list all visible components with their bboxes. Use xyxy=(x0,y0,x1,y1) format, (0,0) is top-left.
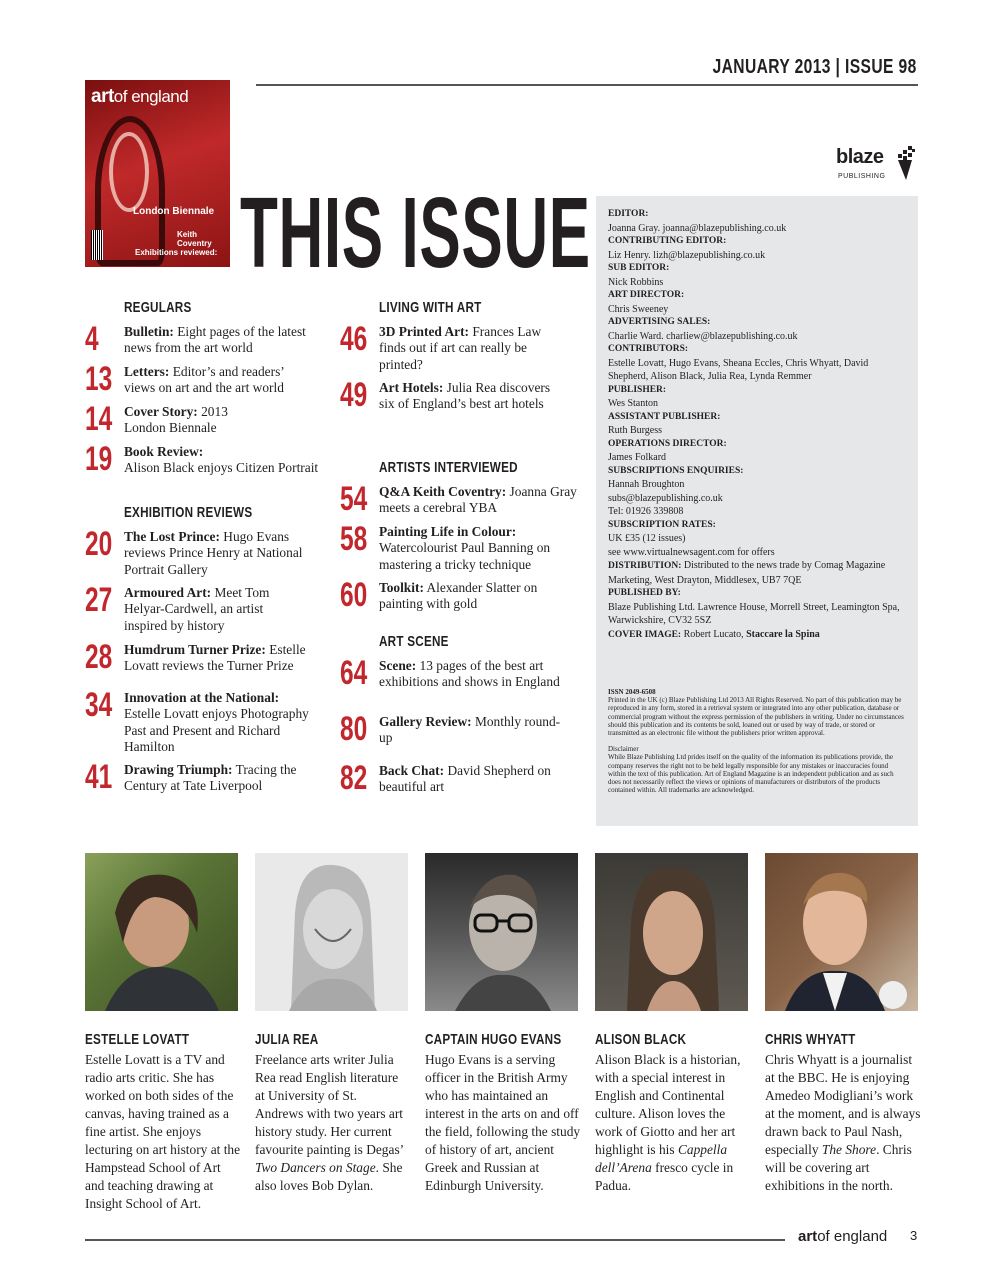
contributor-photo-chris-whyatt xyxy=(765,853,918,1011)
credit-value: see www.virtualnewsagent.com for offers xyxy=(608,546,775,558)
credit-value: subs@blazepublishing.co.uk xyxy=(608,492,723,504)
credit-value: DISTRIBUTION: Distributed to the news trade by Comag Magazine Marketing, West Drayton, Middlesex, UB7 7QE xyxy=(608,560,886,586)
disclaimer-text: While Blaze Publishing Ltd prides itself on the quality of the information its publications provide, the company reserves the right not to be held legally responsible for any mistakes or inaccuracies found within the text of this publication. Art of England Magazine is an independent publication and as such does not necessarily reflect the views or opinions of manufacturers or distributors of the products contained within. All trademarks are acknowledged. xyxy=(608,753,894,795)
credit-label: SUBSCRIPTIONS ENQUIRIES: xyxy=(608,465,744,476)
contributor-bio: Estelle Lovatt is a TV and radio arts critic. She has worked on both sides of the canvas, having trained as a fine artist. She enjoys lecturing on art history at the Hampstead School of Art and teaching drawing at Insight School of Art. xyxy=(85,1052,241,1211)
credit-value: Charlie Ward. charliew@blazepublishing.co.uk xyxy=(608,330,798,342)
credit-label: OPERATIONS DIRECTOR: xyxy=(608,438,727,449)
contributor-photo-julia-rea xyxy=(255,853,408,1011)
contributor-name: JULIA REA xyxy=(255,1031,319,1048)
credit-label: ASSISTANT PUBLISHER: xyxy=(608,411,721,422)
cover-headline: Keith Coventry xyxy=(177,230,212,248)
credits-panel xyxy=(596,196,918,826)
section-heading-artists-interviewed: ARTISTS INTERVIEWED xyxy=(379,459,518,476)
header-divider xyxy=(256,84,918,86)
contributor-bio: Freelance arts writer Julia Rea read English literature at University of St. Andrews with two years art history study. Her current favourite painting is Degas’ Two Dancers on Stage. She also loves Bob Dylan. xyxy=(255,1052,404,1193)
page-number: 3 xyxy=(910,1228,918,1243)
contributor-bio: Hugo Evans is a serving officer in the British Army who has maintained an interest in the arts on and off the field, following the study of history of art, ancient Greek and Russian at Edinburgh University. xyxy=(425,1052,581,1193)
credit-label: SUB EDITOR: xyxy=(608,263,670,273)
footer-logo: artof england xyxy=(798,1228,888,1245)
credit-value: Joanna Gray. joanna@blazepublishing.co.uk xyxy=(608,222,787,234)
copyright-notice: Printed in the UK (c) Blaze Publishing Ltd 2013 All Rights Reserved. No part of this publication may be reproduced in any form, stored in a retrieval system or integrated into any other publication, database or commercial program without the express permission of the publishers in writing. Under no circumstances should this publication and its contents be sold, loaned out or used by way of trade, or stored or transmitted as an electronic file without the publishers prior written approval. xyxy=(608,696,904,738)
section-heading-living-with-art: LIVING WITH ART xyxy=(379,299,482,316)
contributor-photo-alison-black xyxy=(595,853,748,1011)
credit-value: James Folkard xyxy=(608,452,667,463)
credit-value: UK £35 (12 issues) xyxy=(608,533,686,544)
credit-value: Ruth Burgess xyxy=(608,425,662,436)
credit-value: Wes Stanton xyxy=(608,398,659,409)
issn: ISSN 2049-6508 xyxy=(608,688,656,696)
cover-masthead: artof england xyxy=(91,86,189,107)
credit-value: Liz Henry. lizh@blazepublishing.co.uk xyxy=(608,249,766,261)
page-title: THIS ISSUE xyxy=(240,177,591,289)
contributor-name: ESTELLE LOVATT xyxy=(85,1031,190,1048)
credit-label: ADVERTISING SALES: xyxy=(608,317,711,327)
contributor-name: ALISON BLACK xyxy=(595,1031,687,1048)
credit-value: Estelle Lovatt, Hugo Evans, Sheana Eccles, Chris Whyatt, David Shepherd, Alison Black, Julia Rea, Lynda Remmer xyxy=(608,357,869,382)
credit-value: Chris Sweeney xyxy=(608,303,669,315)
contributor-bio: Alison Black is a historian, with a special interest in English and Continental culture. Alison loves the work of Giotto and her art highlight is his Cappella dell’Arena fresco cycle in Padua. xyxy=(595,1052,741,1193)
cover-headline: London Biennale xyxy=(133,206,215,217)
section-heading-regulars: REGULARS xyxy=(124,299,192,316)
credit-label: PUBLISHER: xyxy=(608,384,667,395)
credit-value: Blaze Publishing Ltd. Lawrence House, Morrell Street, Leamington Spa, Warwickshire, CV32 5SZ xyxy=(608,601,900,626)
credit-label: ART DIRECTOR: xyxy=(608,290,685,300)
issue-date-line: JANUARY 2013 | ISSUE 98 xyxy=(712,56,917,78)
credit-value: Nick Robbins xyxy=(608,276,664,288)
blaze-flame-icon xyxy=(896,144,918,182)
credit-label: PUBLISHED BY: xyxy=(608,588,681,598)
credit-label: EDITOR: xyxy=(608,209,649,219)
credit-label: CONTRIBUTING EDITOR: xyxy=(608,236,727,246)
credit-value: COVER IMAGE: Robert Lucato, Staccare la Spina xyxy=(608,628,820,640)
credit-value: Tel: 01926 339808 xyxy=(608,506,684,517)
section-heading-art-scene: ART SCENE xyxy=(379,633,449,650)
contributor-name: CAPTAIN HUGO EVANS xyxy=(425,1031,562,1048)
publisher-logo: blaze PUBLISHING xyxy=(836,142,918,182)
credit-label: SUBSCRIPTION RATES: xyxy=(608,519,716,530)
disclaimer-title: Disclaimer xyxy=(608,745,639,754)
credit-label: CONTRIBUTORS: xyxy=(608,344,689,354)
contributor-photo-hugo-evans xyxy=(425,853,578,1011)
section-heading-exhibition-reviews: EXHIBITION REVIEWS xyxy=(124,504,253,521)
contributor-name: CHRIS WHYATT xyxy=(765,1031,856,1048)
contributor-bio: Chris Whyatt is a journalist at the BBC. He is enjoying Amedeo Modigliani’s work at the moment, and is always drawn back to Paul Nash, especially The Shore. Chris will be covering art exhibitions in the north. xyxy=(765,1052,921,1193)
credit-value: Hannah Broughton xyxy=(608,479,685,490)
contributor-photo-estelle-lovatt xyxy=(85,853,238,1011)
barcode-icon xyxy=(91,230,103,260)
footer-divider xyxy=(85,1239,785,1241)
cover-headline: Exhibitions reviewed: xyxy=(135,248,218,257)
cover-thumbnail xyxy=(85,80,230,267)
